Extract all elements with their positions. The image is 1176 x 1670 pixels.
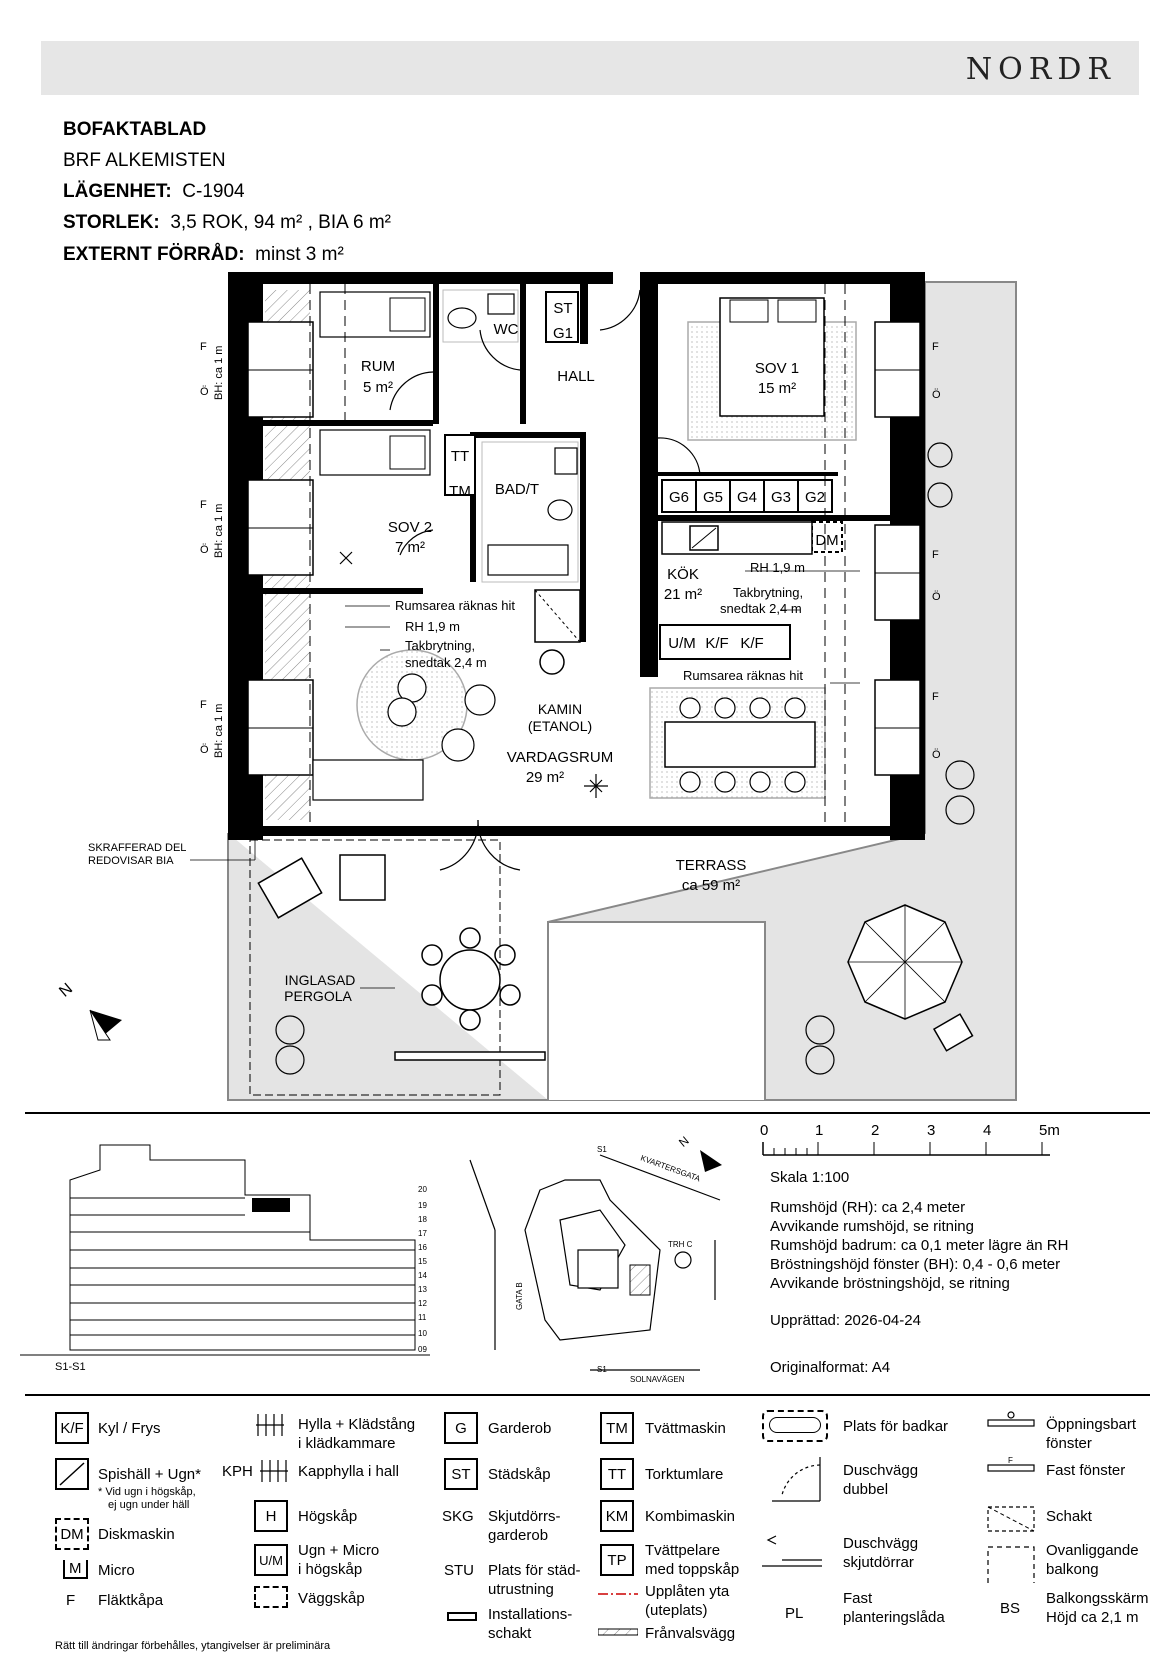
room-sov2-name: SOV 2 [387, 519, 433, 536]
note-line: Bröstningshöjd fönster (BH): 0,4 - 0,6 meter [770, 1256, 1061, 1273]
legend-hylla-1: Hylla + Klädstång [298, 1416, 416, 1433]
dining-table [665, 722, 815, 767]
separator-top [25, 1112, 1150, 1114]
appliance-um: U/M [668, 635, 696, 652]
fixed-window-label: F [200, 341, 207, 353]
dishwasher-dm: DM [815, 532, 839, 549]
kapphylla-icon [258, 1458, 290, 1484]
floor-label: 20 [418, 1185, 427, 1194]
svg-text:N: N [56, 980, 77, 1001]
legend-kf-code: K/F [55, 1412, 89, 1444]
legend-badkar: Plats för badkar [843, 1418, 949, 1435]
room-vardag-area: 29 m² [525, 769, 565, 786]
room-kok-name: KÖK [667, 566, 699, 583]
overhead-balcony-icon [986, 1545, 1036, 1585]
shower-sliding-icon [762, 1530, 824, 1575]
legend-kph-code: KPH [222, 1463, 253, 1480]
wardrobe-g2: G2 [804, 489, 826, 506]
legend-f: Fläktkåpa [98, 1592, 164, 1609]
bia-note-1: SKRAFFERAD DEL [88, 842, 187, 854]
legend-stu-1: Plats för städ- [488, 1562, 581, 1579]
floor-label: 12 [418, 1299, 427, 1308]
terrace-area-label: ca 59 m² [681, 877, 741, 894]
legend-uplat-1: Upplåten yta [645, 1583, 730, 1600]
legend-stu-code: STU [444, 1562, 474, 1579]
legend-fast: Fast fönster [1046, 1462, 1126, 1479]
street-kvartersgata: KVARTERSGATA [639, 1153, 702, 1184]
legend-dusch-dubbel-2: dubbel [843, 1481, 889, 1498]
legend-h: Högskåp [298, 1508, 358, 1525]
bathtub-icon [762, 1410, 828, 1442]
site-plan-drawing [470, 1155, 720, 1370]
wall-bedroom1 [640, 272, 658, 677]
legend-inst-2: schakt [488, 1625, 532, 1642]
note-line: Rumshöjd badrum: ca 0,1 meter lägre än RH [770, 1237, 1069, 1254]
note-rh-2: RH 1,9 m [750, 560, 805, 575]
fixed-window-label: F [200, 699, 207, 711]
legend-tt: Torktumlare [645, 1466, 724, 1483]
legend-franval: Frånvalsvägg [645, 1625, 736, 1642]
wardrobe-g4: G4 [736, 489, 758, 506]
room-rum-name: RUM [360, 358, 396, 375]
legend-skg-1: Skjutdörrs- [488, 1508, 561, 1525]
bh-label: BH: ca 1 m [213, 345, 225, 400]
legend-h-code: H [254, 1500, 288, 1532]
room-g1: G1 [552, 325, 574, 342]
franvalsvagg-icon [598, 1628, 638, 1636]
room-st: ST [553, 300, 573, 317]
legend-kph: Kapphylla i hall [298, 1463, 399, 1480]
room-sov2-area: 7 m² [395, 539, 425, 556]
shower-double-icon [762, 1455, 824, 1505]
room-tt: TT [450, 448, 470, 465]
installation-shaft-icon [447, 1612, 477, 1621]
fixed-window-label: F [200, 499, 207, 511]
floor-label: 15 [418, 1257, 427, 1266]
svg-text:0: 0 [760, 1122, 769, 1139]
legend-dm: Diskmaskin [98, 1526, 175, 1543]
wardrobe-g6: G6 [668, 489, 690, 506]
scale-label: Skala 1:100 [770, 1169, 850, 1186]
note-line: Avvikande bröstningshöjd, se ritning [770, 1275, 1010, 1292]
legend-bs-1: Balkongsskärm [1046, 1590, 1149, 1607]
floor-label: 13 [418, 1285, 427, 1294]
separator-bottom [25, 1394, 1150, 1396]
wall-south [228, 826, 925, 836]
legend-tp-2: med toppskåp [645, 1561, 740, 1578]
legend-pl-code: PL [785, 1605, 804, 1622]
legend-km: Kombimaskin [645, 1508, 736, 1525]
legend-dm-code: DM [55, 1518, 89, 1550]
room-wc: WC [493, 321, 519, 338]
legend-st: Städskåp [488, 1466, 551, 1483]
legend-bs-code: BS [1000, 1600, 1021, 1617]
pergola-label: INGLASAD [284, 972, 356, 988]
legend-m-code: M [63, 1560, 88, 1579]
openable-window-label: Ö [200, 744, 209, 756]
kamin-label: KAMIN [537, 701, 583, 717]
fixed-window-icon [986, 1455, 1036, 1475]
note-rumsarea-1: Rumsarea räknas hit [395, 598, 515, 613]
legend-f-code: F [66, 1592, 76, 1609]
bia-note-2: REDOVISAR BIA [88, 855, 174, 867]
openable-window-label: Ö [932, 591, 941, 603]
floor-label: 10 [418, 1329, 427, 1338]
legend-tm-code: TM [600, 1412, 634, 1444]
legend-spis: Spishäll + Ugn* [98, 1466, 201, 1483]
floor-label: 11 [418, 1313, 427, 1322]
legend-tm: Tvättmaskin [645, 1420, 726, 1437]
room-sov1-name: SOV 1 [754, 360, 800, 377]
legend-dusch-skjut-1: Duschvägg [843, 1535, 919, 1552]
note-rumsarea-2: Rumsarea räknas hit [683, 668, 803, 683]
svg-text:3: 3 [927, 1122, 936, 1139]
sofa [313, 760, 423, 800]
legend-skg-code: SKG [442, 1508, 474, 1525]
legend-um-code: U/M [254, 1544, 288, 1576]
note-line: Avvikande rumshöjd, se ritning [770, 1218, 974, 1235]
svg-text:1: 1 [815, 1122, 824, 1139]
north-arrow-icon [56, 980, 122, 1040]
openable-window-icon [986, 1410, 1036, 1430]
floor-label: 14 [418, 1271, 427, 1280]
brand-logo: NORDR [965, 52, 1116, 87]
legend-uplat-2: (uteplats) [645, 1602, 708, 1619]
fixed-window-label: F [932, 341, 939, 353]
appliance-kf-1: K/F [705, 635, 729, 652]
legend-vaggskap: Väggskåp [298, 1590, 365, 1607]
svg-text:2: 2 [871, 1122, 880, 1139]
openable-window-label: Ö [932, 389, 941, 401]
legend-inst-1: Installations- [488, 1606, 573, 1623]
svg-text:N: N [676, 1133, 692, 1150]
hylla-icon [254, 1412, 286, 1438]
fixed-window-label: F [932, 549, 939, 561]
appliance-kf-2: K/F [740, 635, 764, 652]
legend-oppning-1: Öppningsbart [1046, 1416, 1137, 1433]
legend-ovan-2: balkong [1046, 1561, 1099, 1578]
legend-schakt: Schakt [1046, 1508, 1092, 1525]
note-rh-1: RH 1,9 m [405, 619, 460, 634]
stair-label: TRH C [668, 1240, 693, 1249]
terrace-name: TERRASS [675, 857, 747, 874]
section-highlight [252, 1198, 290, 1212]
legend-tp-1: Tvättpelare [645, 1542, 721, 1559]
room-rum-area: 5 m² [363, 379, 393, 396]
section-and-site-plan [0, 1120, 760, 1390]
legend-um-1: Ugn + Micro [298, 1542, 380, 1559]
legend-um-2: i högskåp [298, 1561, 363, 1578]
kamin-fireplace [540, 650, 564, 674]
legend-pl-1: Fast [843, 1590, 873, 1607]
note-line: Rumshöjd (RH): ca 2,4 meter [770, 1199, 966, 1216]
svg-text:5m: 5m [1039, 1122, 1060, 1139]
legend-spis-note-2: ej ugn under häll [108, 1499, 190, 1511]
legend-skg-2: garderob [488, 1527, 549, 1544]
section-marker-top: S1 [597, 1145, 607, 1154]
legend-stu-2: utrustning [488, 1581, 554, 1598]
site-north-arrow-icon [676, 1134, 722, 1172]
room-bad: BAD/T [494, 481, 540, 498]
floor-label: 09 [418, 1345, 427, 1354]
created-date: Upprättad: 2026-04-24 [770, 1312, 921, 1329]
section-marker-bottom: S1 [597, 1365, 607, 1374]
fixed-window-label: F [932, 691, 939, 703]
room-tm: TM [449, 483, 471, 500]
floor-label: 16 [418, 1243, 427, 1252]
legend-km-code: KM [600, 1500, 634, 1532]
bh-label: BH: ca 1 m [213, 703, 225, 758]
note-takbrytning-2: Takbrytning, [733, 585, 804, 600]
doc-title: BOFAKTABLAD [63, 119, 207, 140]
street-solnavagen: SOLNAVÄGEN [630, 1375, 685, 1384]
legend-oppning-2: fönster [1046, 1435, 1092, 1452]
room-hall: HALL [557, 368, 595, 385]
scale-bar [760, 1120, 1090, 1175]
floor-label: 17 [418, 1229, 427, 1238]
wardrobe-g5: G5 [702, 489, 724, 506]
wardrobe-g3: G3 [770, 489, 792, 506]
footer-disclaimer: Rätt till ändringar förbehålles, ytangivelser är preliminära [55, 1640, 331, 1652]
legend-tt-code: TT [600, 1458, 634, 1490]
floor-label: 18 [418, 1215, 427, 1224]
upplaten-yta-icon [598, 1590, 638, 1598]
vaggskap-icon [254, 1586, 288, 1608]
room-kok-area: 21 m² [663, 586, 703, 603]
openable-window-label: Ö [200, 386, 209, 398]
legend-ovan-1: Ovanliggande [1046, 1542, 1139, 1559]
legend-kf: Kyl / Frys [98, 1420, 161, 1437]
openable-window-label: Ö [932, 749, 941, 761]
street-gata-b: GATA B [515, 1282, 524, 1310]
storage-row: EXTERNT FÖRRÅD: minst 3 m² [63, 244, 344, 265]
legend-bs-2: Höjd ca 2,1 m [1046, 1609, 1139, 1626]
legend-tp-code: TP [600, 1544, 634, 1576]
legend-spis-note-1: * Vid ugn i högskåp, [98, 1486, 196, 1498]
bh-label: BH: ca 1 m [213, 503, 225, 558]
legend-dusch-skjut-2: skjutdörrar [843, 1554, 914, 1571]
spis-icon [55, 1458, 89, 1490]
legend-g-code: G [444, 1412, 478, 1444]
shaft-icon [986, 1505, 1036, 1533]
note-snedtak-1: snedtak 2,4 m [405, 655, 487, 670]
svg-text:4: 4 [983, 1122, 992, 1139]
section-label: S1-S1 [55, 1361, 86, 1373]
svg-text:F: F [1008, 1456, 1013, 1465]
room-vardag-name: VARDAGSRUM [506, 749, 614, 766]
legend-hylla-2: i klädkammare [298, 1435, 396, 1452]
legend-pl-2: planteringslåda [843, 1609, 945, 1626]
wall-north-right [655, 272, 925, 284]
legend-m: Micro [98, 1562, 135, 1579]
pergola-sublabel: PERGOLA [284, 988, 352, 1004]
section-drawing [20, 1145, 430, 1355]
terrace-cutout [548, 922, 765, 1100]
note-snedtak-2: snedtak 2,4 m [720, 601, 802, 616]
openable-window-label: Ö [200, 544, 209, 556]
size-row: STORLEK: 3,5 ROK, 94 m² , BIA 6 m² [63, 212, 392, 233]
legend-dusch-dubbel-1: Duschvägg [843, 1462, 919, 1479]
legend-g: Garderob [488, 1420, 552, 1437]
floor-label: 19 [418, 1201, 427, 1210]
wall-north-left [228, 272, 613, 284]
apartment-row: LÄGENHET: C-1904 [63, 181, 245, 202]
note-takbrytning-1: Takbrytning, [405, 638, 476, 653]
kamin-sublabel: (ETANOL) [527, 718, 593, 734]
legend-st-code: ST [444, 1458, 478, 1490]
brf-name: BRF ALKEMISTEN [63, 150, 226, 171]
room-sov1-area: 15 m² [757, 380, 797, 397]
original-format: Originalformat: A4 [770, 1359, 891, 1376]
